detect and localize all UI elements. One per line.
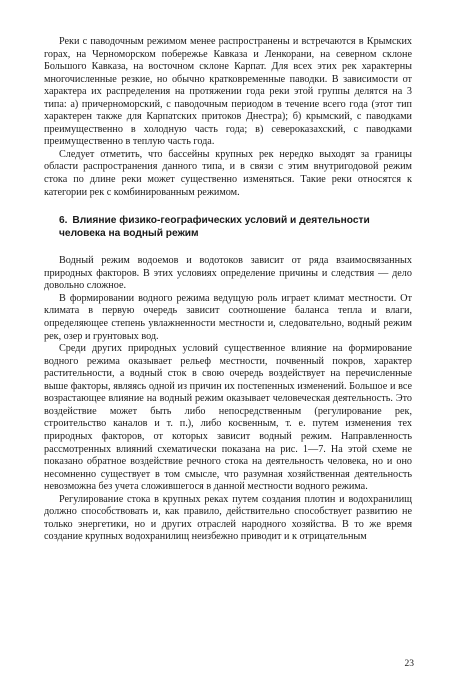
- paragraph-water-regime-factors: Водный режим водоемов и водотоков зависит от ряда взаимосвязанных природных факторов. В этих условиях определение причины и следствия — дело довольно сложное.: [44, 255, 412, 292]
- paragraph-flood-rivers: Реки с паводочным режимом менее распространены и встречаются в Крымских горах, на Черноморском побережье Кавказа и Ленкорани, на северном склоне Большого Кавказа, на восточном склоне Карпат. Для всех этих рек характерны многочисленные резкие, но обычно кратковременные паводки. В зависимости от характера их распределения на протяжении года реки этой группы делятся на 3 типа: а) причерноморский, с паводочным периодом в течение всего года (этот тип характерен также для Карпатских притоков Днестра); б) крымский, с паводками преимущественно в холодную часть года; в) североказахский, с паводками преимущественно в теплую часть года.: [44, 36, 412, 148]
- document-page: [44, 36, 412, 544]
- paragraph-flow-regulation: Регулирование стока в крупных реках путем создания плотин и водохранилищ должно способствовать и, как правило, действительно способствует развитию не только энергетики, но и других отраслей народного хозяйства. В то же время создание крупных водохранилищ неизбежно приводит и к отрицательным: [44, 493, 412, 543]
- paragraph-natural-conditions: Среди других природных условий существенное влияние на формирование водного режима оказывает рельеф местности, почвенный покров, характер растительности, а водный сток в свою очередь воздействует на перечисленные выше факторы, являясь одной из причин их постепенных изменений. Большое и все возрастающее влияние на водный режим оказывает человеческая деятельность. Это воздействие может быть либо непосредственным (регулирование рек, строительство каналов и т. п.), либо косвенным, т. е. путем изменения тех природных факторов, от которых зависит водный режим. Направленность рассмотренных влияний схематически показана на рис. 1—7. На этой схеме не показано обратное воздействие речного стока на деятельность человека, но и оно несомненно существует в том смысле, что разумная хозяйственная деятельность невозможна без учета сложившегося в данной местности водного режима.: [44, 343, 412, 493]
- paragraph-climate-role: В формировании водного режима ведущую роль играет климат местности. От климата в первую очередь зависит соотношение баланса тепла и влаги, определяющее степень увлажненности местности и, следовательно, водный режим рек, озер и грунтовых вод.: [44, 292, 412, 342]
- section-heading: [44, 215, 412, 240]
- page-number: 23: [404, 659, 414, 669]
- section-title: Влияние физико-географических условий и деятельности человека на водный режим: [59, 215, 370, 239]
- section-number: 6.: [59, 215, 68, 227]
- paragraph-combined-regime: Следует отметить, что бассейны крупных рек нередко выходят за границы области распространения данного типа, и в связи с этим внутригодовой режим стока по длине реки может существенно изменяться. Такие реки относятся к категории рек с комбинированным режимом.: [44, 148, 412, 198]
